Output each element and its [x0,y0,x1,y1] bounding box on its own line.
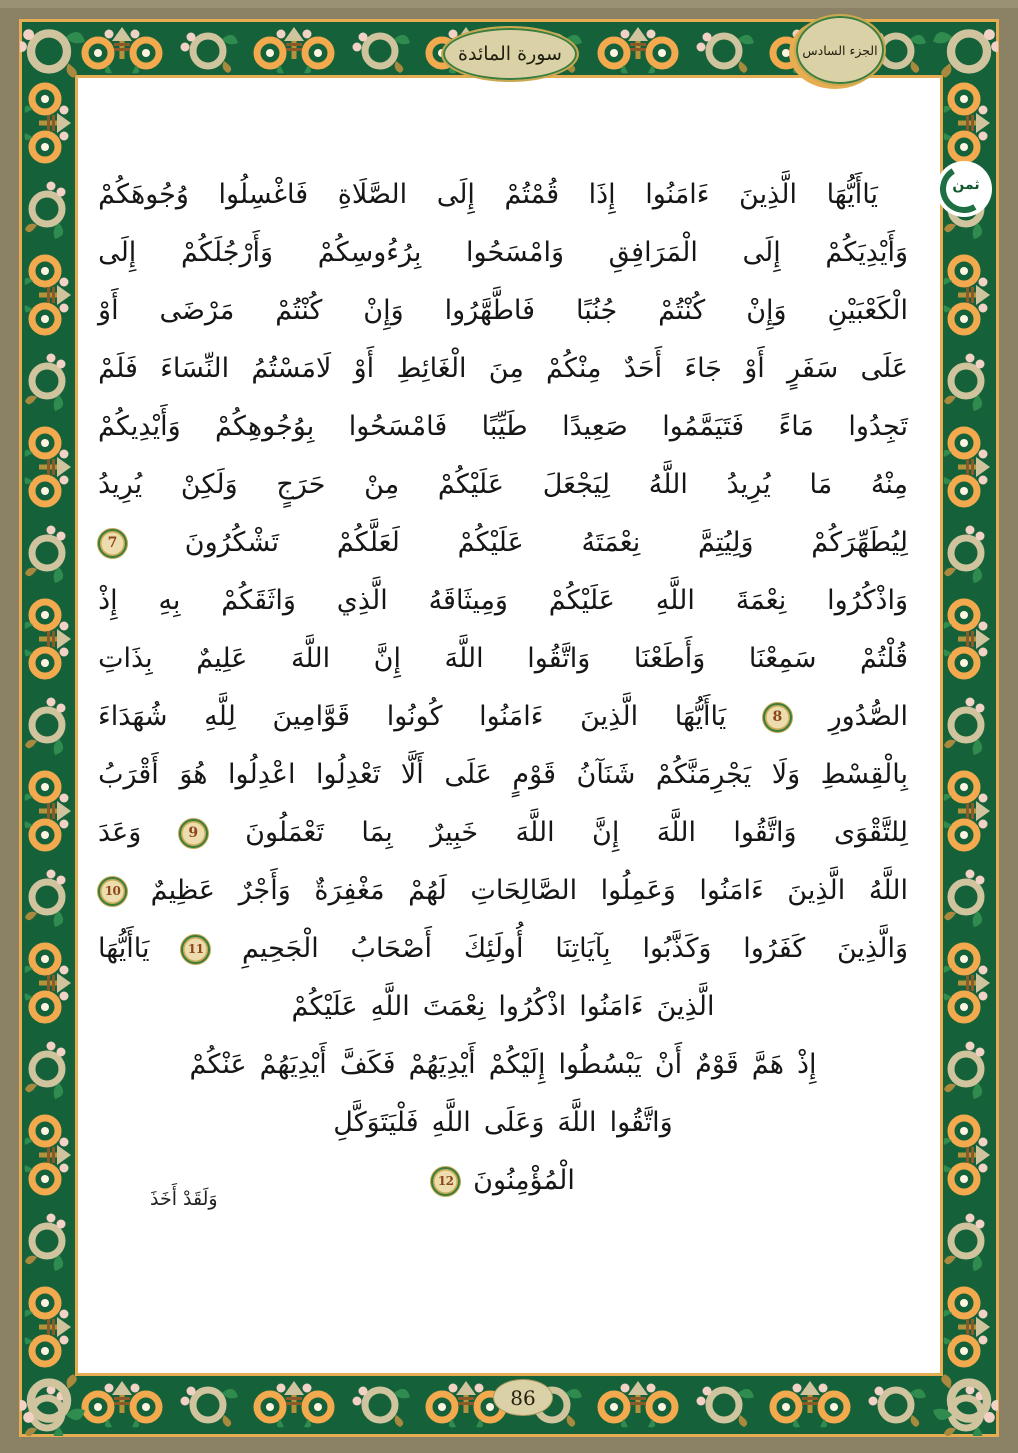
word: إِنَّ [373,643,401,674]
word: نِعْمَتَ [422,991,486,1022]
word: لِلَّهِ [204,701,236,732]
word: لَعَلَّكُمْ [336,527,400,558]
word: وَلَا [771,759,801,790]
word: كُنْتُمْ [275,295,323,326]
word: عَلِيمٌ [196,643,248,674]
word: الْمَرَافِقِ [608,237,698,268]
word: ءَامَنُوا [645,179,710,210]
word: أَوْ [98,295,119,326]
surah-title-cartouche [441,26,579,82]
word: اللَّهَ [557,1107,597,1138]
quran-line [98,688,908,746]
word: فَاغْسِلُوا [218,179,309,210]
word: عَلَيْكُمْ [457,527,524,558]
word: لِلتَّقْوَى [833,817,908,848]
quran-line [98,572,908,630]
word: يَاأَيُّهَا [826,179,878,210]
word: حَرَجٍ [276,469,326,500]
juz-label: الجزء السادس [802,42,878,58]
word: فَتَيَمَّمُوا [662,411,745,442]
juz-cartouche [794,14,886,86]
word: مَا [809,469,833,500]
page-number: 86 [510,1385,536,1410]
word: الْغَائِطِ [396,353,467,384]
word: وَكَذَّبُوا [642,933,712,964]
word: خَبِيرٌ [430,817,479,848]
word: تَعْمَلُونَ [245,817,325,848]
word: ءَامَنُوا [699,875,764,906]
word: عَلَيْكُمْ [437,469,504,500]
word: مِنَ [488,353,524,384]
page-number-cartouche [493,1379,553,1416]
hizb-eighth-label: ثمن [952,177,980,193]
surah-title: سورة المائدة [458,43,562,65]
word: أُولَئِكَ [463,933,524,964]
quran-line [393,1152,613,1210]
word: عَظِيمٌ [150,875,216,906]
word: إِلَى [98,237,137,268]
word: الَّذِينَ [656,991,715,1022]
word: اللَّهِ [655,585,695,616]
quran-line [189,1036,817,1094]
word: فَامْسَحُوا [348,411,448,442]
verse-number-badge: 12 [431,1167,460,1196]
word: اللَّهَ [515,817,555,848]
word: فَلْيَتَوَكَّلِ [333,1107,419,1138]
quran-line [98,340,908,398]
word: اللَّهَ [444,643,484,674]
word: نِعْمَةَ [735,585,787,616]
word: الصَّلَاةِ [337,179,408,210]
quran-line [98,630,908,688]
word: عَلَى [444,759,492,790]
word: الْكَعْبَيْنِ [827,295,908,326]
word: وَإِنْ [363,295,404,326]
word: وَاتَّقُوا [527,643,591,674]
quran-line [98,862,908,920]
word: عَلَى [860,353,908,384]
word: اللَّهِ [431,1107,471,1138]
word: مِنْكُمْ [546,353,602,384]
word: لَهُمْ [408,875,447,906]
word: سَمِعْنَا [748,643,817,674]
word: بِالْقِسْطِ [820,759,908,790]
hizb-eighth-marker [936,161,992,217]
word: قُلْتُمْ [860,643,908,674]
word: فَلَمْ [98,353,138,384]
word: ءَامَنُوا [579,991,644,1022]
word: عَلَيْكُمْ [291,991,358,1022]
word: إِلَى [436,179,475,210]
word: لِيَجْعَلَ [542,469,610,500]
word: وَاتَّقُوا [609,1107,673,1138]
word: قَوَّامِينَ [272,701,351,732]
word: تَعْدِلُوا [316,759,381,790]
word: لَامَسْتُمُ [251,353,332,384]
quran-line [98,224,908,282]
word: يُرِيدُ [726,469,771,500]
word: يُرِيدُ [98,469,143,500]
word: الصَّالِحَاتِ [470,875,578,906]
word: مِنْهُ [870,469,908,500]
word: اللَّهُ [868,875,908,906]
word: وَأَرْجُلَكُمْ [180,237,274,268]
word: وَلِيُتِمَّ [698,527,754,558]
word: فَكَفَّ [339,1049,396,1080]
word: وَأَيْدِيَكُمْ [825,237,908,268]
word: فَاطَّهَّرُوا [444,295,536,326]
word: تَشْكُرُونَ [184,527,280,558]
word: شُهَدَاءَ [98,701,168,732]
word: كُونُوا [386,701,443,732]
word: جُنُبًا [576,295,618,326]
verse-number-badge: 9 [179,819,208,848]
catchword: وَلَقَدْ أَخَذَ [150,1188,218,1210]
word: صَعِيدًا [562,411,628,442]
word: مِنْ [364,469,400,500]
word: أَحَدٌ [623,353,663,384]
word: الْجَحِيمِ [242,933,319,964]
quran-line [98,456,908,514]
quran-line [98,804,908,862]
quran-text-block [98,166,908,1210]
verse-number-badge: 10 [98,877,127,906]
word: مَغْفِرَةٌ [314,875,385,906]
word: اعْدِلُوا [228,759,296,790]
word: لِيُطَهِّرَكُمْ [811,527,908,558]
word: أَيْدِيَهُمْ [408,1049,476,1080]
word: بِذَاتِ [98,643,153,674]
word: إِلَيْكُمْ [488,1049,546,1080]
word: الَّذِينَ [580,701,639,732]
word: وَأَيْدِيكُمْ [98,411,181,442]
word: بِوُجُوهِكُمْ [215,411,315,442]
word: تَجِدُوا [848,411,908,442]
word: إِلَى [742,237,781,268]
word: وَأَجْرٌ [238,875,291,906]
word: كُنْتُمْ [658,295,706,326]
word: قُمْتُمْ [504,179,560,210]
word: يَاأَيُّهَا [674,701,727,732]
word: يَبْسُطُوا [558,1049,642,1080]
word: وَالَّذِينَ [836,933,908,964]
word: بِهِ [158,585,181,616]
word: إِذَا [588,179,616,210]
word: وَلَكِنْ [180,469,238,500]
word: كَفَرُوا [743,933,806,964]
quran-line [98,514,908,572]
word: اللَّهِ [370,991,410,1022]
quran-line [98,746,908,804]
word: إِذْ [98,585,118,616]
word: أَوْ [353,353,375,384]
word: وَاثَقَكُمْ [221,585,296,616]
word: بِآيَاتِنَا [555,933,611,964]
word: هُوَ [179,759,208,790]
word: ءَامَنُوا [479,701,544,732]
word: إِذْ [796,1049,817,1080]
word: هَمَّ [751,1049,784,1080]
word: شَنَآنُ [576,759,636,790]
verse-number-badge: 11 [181,935,210,964]
word: الصُّدُورِ [828,701,908,732]
word: وَعَلَى [483,1107,545,1138]
word: أَصْحَابُ [350,933,433,964]
word: سَفَرٍ [787,353,839,384]
word: اذْكُرُوا [498,991,567,1022]
word: يَجْرِمَنَّكُمْ [655,759,752,790]
word: قَوْمٌ [695,1049,739,1080]
quran-line [98,920,908,978]
word: أَلَّا [400,759,424,790]
word: أَقْرَبُ [98,759,159,790]
word: بِمَا [361,817,393,848]
word: وُجُوهَكُمْ [98,179,189,210]
word: يَاأَيُّهَا [98,933,150,964]
verse-number-badge: 8 [763,703,792,732]
word: أَيْدِيَهُمْ [259,1049,327,1080]
word: أَوْ [744,353,765,384]
word: وَعَدَ [98,817,142,848]
quran-line [98,282,908,340]
word: الَّذِينَ [787,875,846,906]
quran-line [283,1094,723,1152]
word: الَّذِينَ [739,179,798,210]
word: قَوْمٍ [512,759,556,790]
word: جَاءَ [684,353,722,384]
word: وَمِيثَاقَهُ [428,585,508,616]
word: نِعْمَتَهُ [581,527,641,558]
word: وَاذْكُرُوا [827,585,908,616]
verse-number-badge: 7 [98,529,127,558]
word: إِنَّ [592,817,620,848]
word: الْمُؤْمِنُونَ [473,1165,575,1196]
word: اللَّهَ [290,643,331,674]
word: طَيِّبًا [481,411,528,442]
word: مَاءً [778,411,814,442]
word: الَّذِي [336,585,388,616]
word: عَنْكُمْ [189,1049,247,1080]
word: بِرُءُوسِكُمْ [317,237,422,268]
quran-line [208,978,798,1036]
word: عَلَيْكُمْ [548,585,615,616]
word: وَأَطَعْنَا [633,643,706,674]
word: النِّسَاءَ [160,353,230,384]
word: مَرْضَى [159,295,235,326]
word: أَنْ [654,1049,683,1080]
word: وَإِنْ [746,295,787,326]
quran-line [98,398,908,456]
quran-line [98,166,908,224]
word: وَعَمِلُوا [600,875,676,906]
word: اللَّهَ [656,817,696,848]
word: وَامْسَحُوا [466,237,564,268]
word: اللَّهُ [648,469,688,500]
word: وَاتَّقُوا [733,817,797,848]
